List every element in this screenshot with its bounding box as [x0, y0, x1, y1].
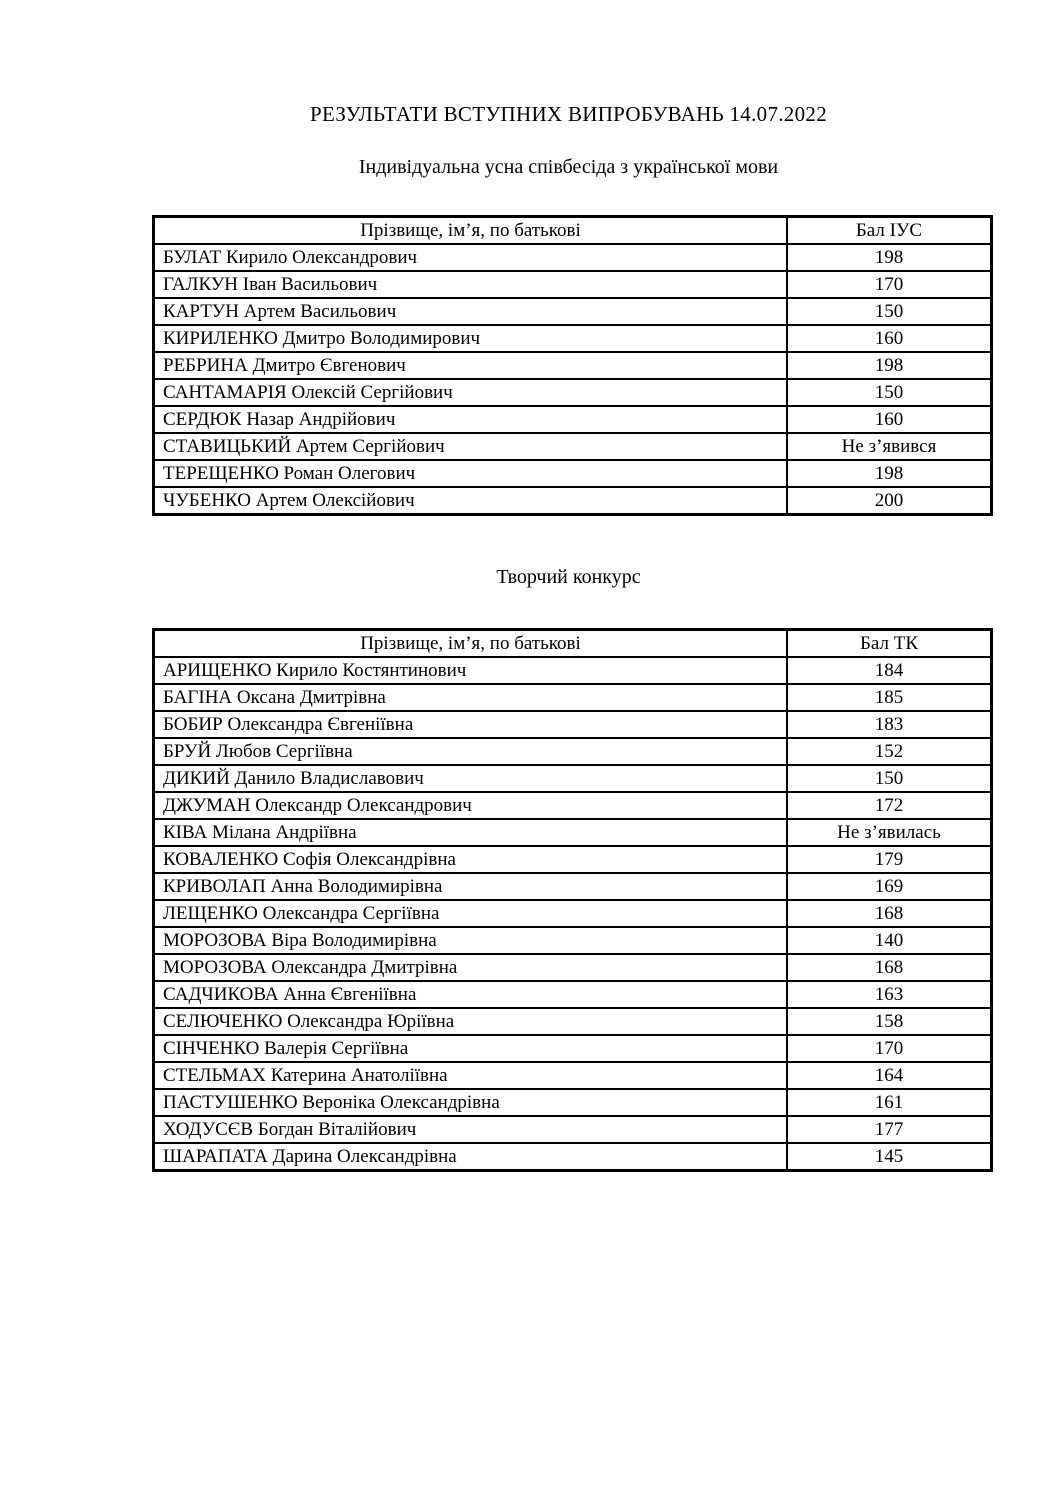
table-row: [154, 433, 992, 460]
section-title-oral-interview: Індивідуальна усна співбесіда з української мови: [358, 156, 779, 178]
candidate-score: 164: [787, 1062, 992, 1089]
candidate-score: 185: [787, 684, 992, 711]
table-row: [154, 711, 992, 738]
candidate-name: МОРОЗОВА Віра Володимирівна: [154, 927, 788, 954]
table-row: [154, 244, 992, 271]
table-row: [154, 792, 992, 819]
candidate-score: 200: [787, 487, 992, 515]
candidate-score: 179: [787, 846, 992, 873]
table-row: [154, 1062, 992, 1089]
table-row: [154, 819, 992, 846]
candidate-score: 198: [787, 352, 992, 379]
section-title-creative-contest: Творчий конкурс: [496, 566, 641, 588]
table-row: [154, 325, 992, 352]
candidate-name: РЕБРИНА Дмитро Євгенович: [154, 352, 788, 379]
table-row: [154, 846, 992, 873]
table-header-row: [154, 217, 992, 245]
candidate-name: СЕЛЮЧЕНКО Олександра Юріївна: [154, 1008, 788, 1035]
candidate-name: ГАЛКУН Іван Васильович: [154, 271, 788, 298]
candidate-score: Не з’явився: [787, 433, 992, 460]
candidate-name: БАГІНА Оксана Дмитрівна: [154, 684, 788, 711]
candidate-name: САДЧИКОВА Анна Євгеніївна: [154, 981, 788, 1008]
table-row: [154, 298, 992, 325]
table-row: [154, 981, 992, 1008]
candidate-name: МОРОЗОВА Олександра Дмитрівна: [154, 954, 788, 981]
candidate-name: АРИЩЕНКО Кирило Костянтинович: [154, 657, 788, 684]
candidate-name: ЛЕЩЕНКО Олександра Сергіївна: [154, 900, 788, 927]
table-row: [154, 927, 992, 954]
candidate-score: 161: [787, 1089, 992, 1116]
table-row: [154, 460, 992, 487]
candidate-score: 183: [787, 711, 992, 738]
candidate-score: 163: [787, 981, 992, 1008]
table-row: [154, 352, 992, 379]
candidate-name: СЕРДЮК Назар Андрійович: [154, 406, 788, 433]
table-row: [154, 1089, 992, 1116]
page-title: РЕЗУЛЬТАТИ ВСТУПНИХ ВИПРОБУВАНЬ 14.07.2022: [310, 102, 827, 126]
table-header-row: [154, 630, 992, 658]
candidate-name: ДЖУМАН Олександр Олександрович: [154, 792, 788, 819]
candidate-name: ЧУБЕНКО Артем Олексійович: [154, 487, 788, 515]
candidate-name: ШАРАПАТА Дарина Олександрівна: [154, 1143, 788, 1171]
candidate-name: СТЕЛЬМАХ Катерина Анатоліївна: [154, 1062, 788, 1089]
candidate-score: 150: [787, 298, 992, 325]
candidate-score: 150: [787, 379, 992, 406]
table-row: [154, 684, 992, 711]
candidate-name: КИРИЛЕНКО Дмитро Володимирович: [154, 325, 788, 352]
candidate-name: КІВА Мілана Андріївна: [154, 819, 788, 846]
table-row: [154, 765, 992, 792]
table-row: [154, 271, 992, 298]
table-row: [154, 1035, 992, 1062]
candidate-score: 145: [787, 1143, 992, 1171]
candidate-name: САНТАМАРІЯ Олексій Сергійович: [154, 379, 788, 406]
candidate-score: 184: [787, 657, 992, 684]
column-header-score: Бал ІУС: [787, 217, 992, 245]
candidate-score: 169: [787, 873, 992, 900]
candidate-score: 170: [787, 271, 992, 298]
candidate-score: 168: [787, 954, 992, 981]
table-row: [154, 406, 992, 433]
candidate-score: 152: [787, 738, 992, 765]
table-row: [154, 738, 992, 765]
table-row: [154, 900, 992, 927]
oral-interview-table: [152, 215, 993, 516]
candidate-score: 150: [787, 765, 992, 792]
candidate-score: 198: [787, 460, 992, 487]
column-header-name: Прізвище, ім’я, по батькові: [154, 630, 788, 658]
candidate-name: ПАСТУШЕНКО Вероніка Олександрівна: [154, 1089, 788, 1116]
table-row: [154, 1143, 992, 1171]
candidate-score: 177: [787, 1116, 992, 1143]
table-row: [154, 1116, 992, 1143]
candidate-name: ДИКИЙ Данило Владиславович: [154, 765, 788, 792]
candidate-name: БРУЙ Любов Сергіївна: [154, 738, 788, 765]
candidate-score: 158: [787, 1008, 992, 1035]
candidate-name: СТАВИЦЬКИЙ Артем Сергійович: [154, 433, 788, 460]
candidate-score: 170: [787, 1035, 992, 1062]
candidate-score: 198: [787, 244, 992, 271]
creative-contest-table: [152, 628, 993, 1172]
candidate-name: ТЕРЕЩЕНКО Роман Олегович: [154, 460, 788, 487]
candidate-name: КОВАЛЕНКО Софія Олександрівна: [154, 846, 788, 873]
table-row: [154, 657, 992, 684]
table-row: [154, 1008, 992, 1035]
table-row: [154, 873, 992, 900]
candidate-name: СІНЧЕНКО Валерія Сергіївна: [154, 1035, 788, 1062]
table-row: [154, 487, 992, 515]
candidate-name: КАРТУН Артем Васильович: [154, 298, 788, 325]
candidate-name: БУЛАТ Кирило Олександрович: [154, 244, 788, 271]
candidate-name: КРИВОЛАП Анна Володимирівна: [154, 873, 788, 900]
table-row: [154, 954, 992, 981]
candidate-score: 168: [787, 900, 992, 927]
candidate-score: 160: [787, 406, 992, 433]
candidate-score: Не з’явилась: [787, 819, 992, 846]
candidate-name: ХОДУСЄВ Богдан Віталійович: [154, 1116, 788, 1143]
candidate-score: 160: [787, 325, 992, 352]
column-header-score: Бал ТК: [787, 630, 992, 658]
column-header-name: Прізвище, ім’я, по батькові: [154, 217, 788, 245]
candidate-score: 140: [787, 927, 992, 954]
candidate-score: 172: [787, 792, 992, 819]
table-row: [154, 379, 992, 406]
candidate-name: БОБИР Олександра Євгеніївна: [154, 711, 788, 738]
